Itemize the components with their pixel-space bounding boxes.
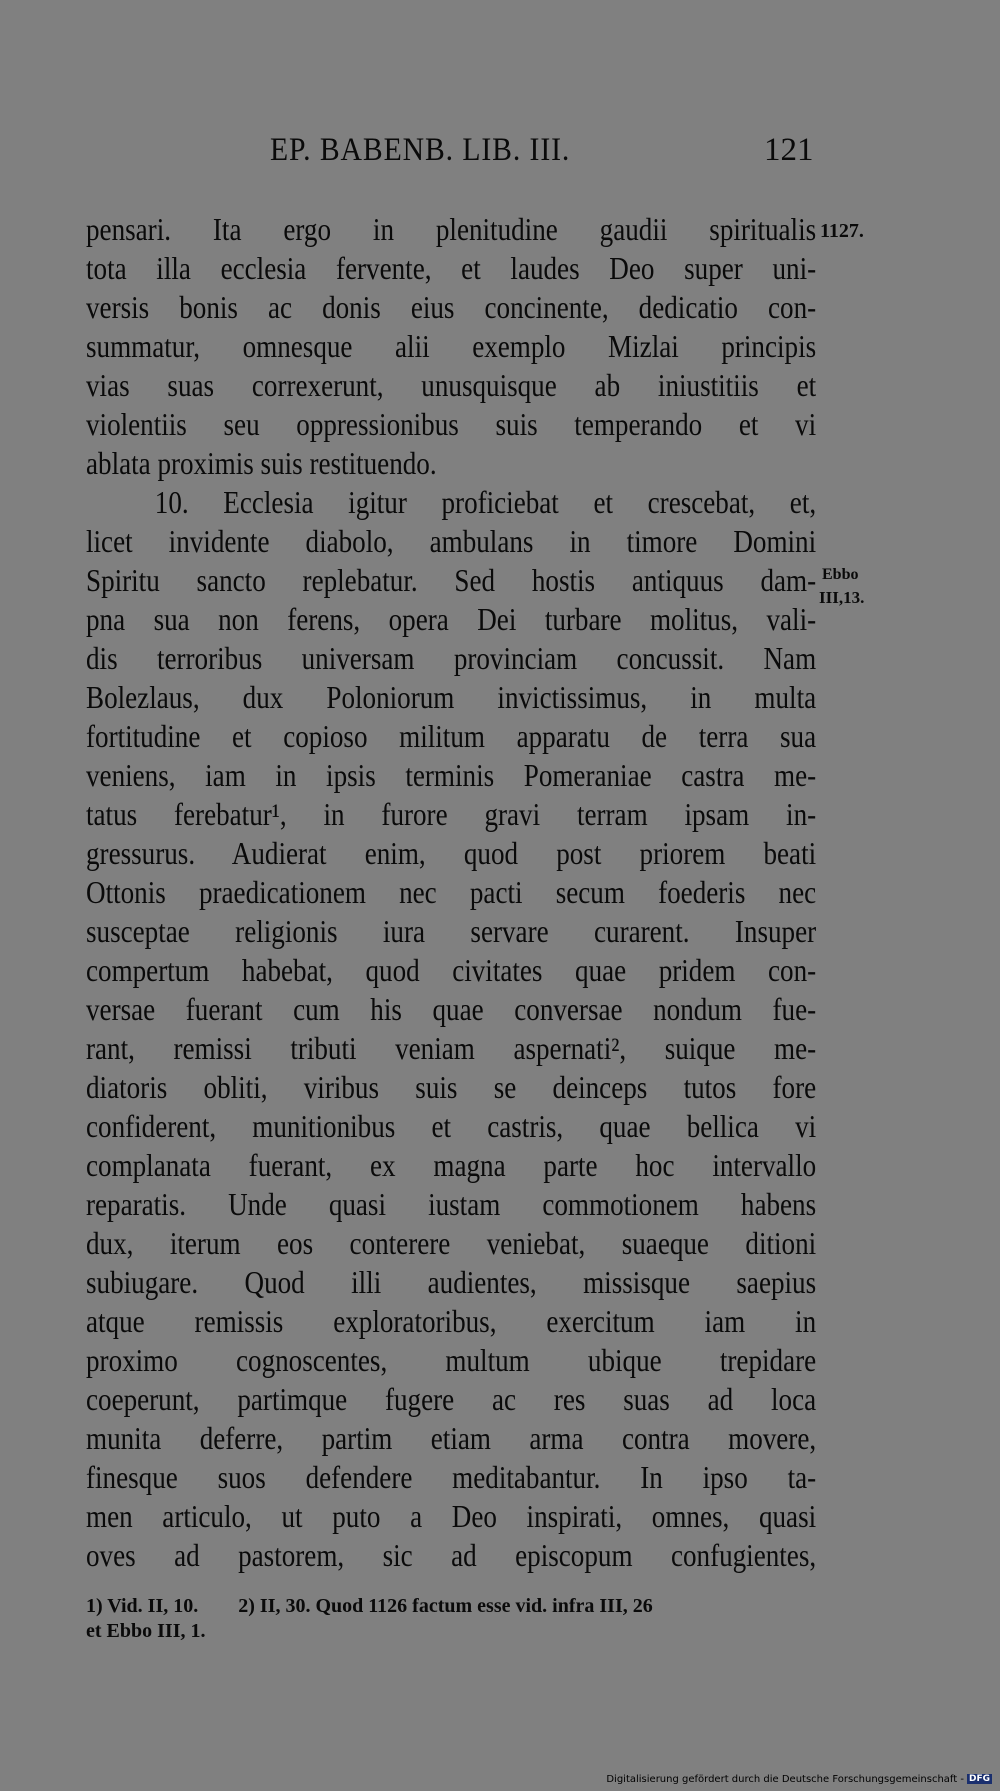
text-line: violentiis seu oppressionibus suis temperando et vi	[86, 407, 817, 442]
text-line: men articulo, ut puto a Deo inspirati, omnes, quasi	[86, 1499, 817, 1534]
footnote-1: 1) Vid. II, 10.	[86, 1595, 199, 1617]
text-line: atque remissis exploratoribus, exercitum iam in	[86, 1304, 817, 1339]
dfg-logo: DFG	[968, 1774, 990, 1784]
text-line: vias suas correxerunt, unusquisque ab iniustitiis et	[86, 368, 817, 403]
digitization-credit	[606, 1774, 992, 1785]
text-line: licet invidente diabolo, ambulans in timore Domini	[86, 524, 817, 559]
text-line: versae fuerant cum his quae conversae nondum fue-	[86, 992, 817, 1027]
text-line: diatoris obliti, viribus suis se deinceps tutos fore	[86, 1070, 817, 1105]
text-line: subiugare. Quod illi audientes, missisque saepius	[86, 1265, 817, 1300]
page-number: 121	[764, 132, 814, 168]
text-line: veniens, iam in ipsis terminis Pomeraniae castra me-	[86, 758, 817, 793]
text-line: rant, remissi tributi veniam aspernati², suique me-	[86, 1031, 817, 1066]
text-line: complanata fuerant, ex magna parte hoc intervallo	[86, 1148, 817, 1183]
text-line: summatur, omnesque alii exemplo Mizlai principis	[86, 329, 817, 364]
text-line: Ottonis praedicationem nec pacti secum foederis nec	[86, 875, 817, 910]
text-line: oves ad pastorem, sic ad episcopum confugientes,	[86, 1538, 817, 1573]
text-line: dux, iterum eos conterere veniebat, suaeque ditioni	[86, 1226, 817, 1261]
text-line: proximo cognoscentes, multum ubique trepidare	[86, 1343, 817, 1378]
text-line: confiderent, munitionibus et castris, quae bellica vi	[86, 1109, 817, 1144]
text-line: tota illa ecclesia fervente, et laudes Deo super uni-	[86, 251, 817, 286]
text-line-paragraph-start: 10. Ecclesia igitur proficiebat et crescebat, et,	[154, 485, 817, 520]
text-line: coeperunt, partimque fugere ac res suas ad loca	[86, 1382, 817, 1417]
text-line: Bolezlaus, dux Poloniorum invictissimus, in multa	[86, 680, 817, 715]
margin-note-ebbo-reference: III,13.	[819, 588, 865, 607]
margin-note-ebbo: Ebbo	[822, 566, 859, 583]
text-line: Spiritu sancto replebatur. Sed hostis antiquus dam-	[86, 563, 817, 598]
text-line: pna sua non ferens, opera Dei turbare molitus, vali-	[86, 602, 817, 637]
text-line: munita deferre, partim etiam arma contra movere,	[86, 1421, 817, 1456]
footnote-line	[86, 1594, 816, 1619]
footnote-2: 2) II, 30. Quod 1126 factum esse vid. infra III, 26	[238, 1595, 653, 1617]
body-text	[86, 210, 816, 1575]
text-line: dis terroribus universam provinciam concussit. Nam	[86, 641, 817, 676]
text-line: compertum habebat, quod civitates quae pridem con-	[86, 953, 817, 988]
margin-note-year: 1127.	[820, 220, 864, 242]
text-line: ablata proximis suis restituendo.	[86, 446, 437, 481]
page-header	[0, 132, 1000, 172]
credit-text: Digitalisierung gefördert durch die Deutsche Forschungsgemeinschaft -	[606, 1774, 964, 1785]
text-line: tatus ferebatur¹, in furore gravi terram ipsam in-	[86, 797, 817, 832]
text-line: susceptae religionis iura servare curarent. Insuper	[86, 914, 817, 949]
text-line: versis bonis ac donis eius concinente, dedicatio con-	[86, 290, 817, 325]
text-line: finesque suos defendere meditabantur. In ipso ta-	[86, 1460, 817, 1495]
text-line: fortitudine et copioso militum apparatu de terra sua	[86, 719, 817, 754]
footnotes	[86, 1594, 816, 1644]
text-line: gressurus. Audierat enim, quod post priorem beati	[86, 836, 817, 871]
text-line: reparatis. Unde quasi iustam commotionem habens	[86, 1187, 817, 1222]
footnote-2-continuation: et Ebbo III, 1.	[86, 1620, 206, 1642]
running-title: EP. BABENB. LIB. III.	[270, 132, 571, 168]
text-line: pensari. Ita ergo in plenitudine gaudii spiritualis	[86, 212, 817, 247]
